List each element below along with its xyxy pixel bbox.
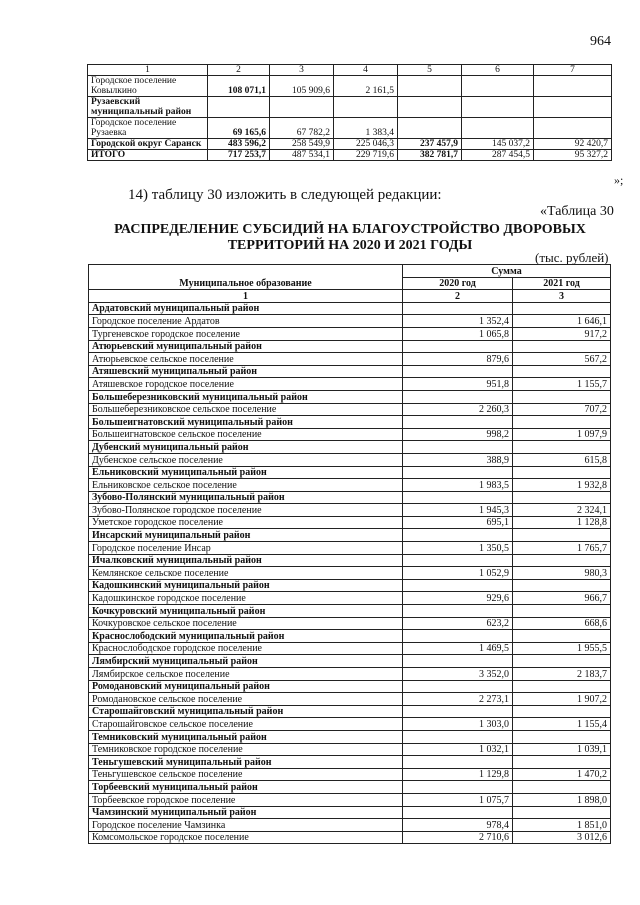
value-2021: 1 097,9: [513, 428, 611, 441]
row-name: Рузаевский муниципальный район: [88, 97, 208, 118]
settlement-row: [89, 668, 611, 681]
value-2020: 1 075,7: [403, 793, 513, 806]
value-cell: [462, 76, 534, 97]
value-2020: [403, 416, 513, 429]
settlement-row: [89, 793, 611, 806]
municipality-name: Тургеневское городское поселение: [89, 327, 403, 340]
municipality-name: Атяшевский муниципальный район: [89, 365, 403, 378]
value-2020: 929,6: [403, 592, 513, 605]
value-2021: [513, 680, 611, 693]
municipality-name: Зубово-Полянский муниципальный район: [89, 491, 403, 504]
settlement-row: [89, 353, 611, 366]
table-row: [88, 118, 612, 139]
row-name: Городское поселение Рузаевка: [88, 118, 208, 139]
district-row: [89, 466, 611, 479]
subsidy-table: [88, 264, 611, 844]
value-2020: 1 945,3: [403, 504, 513, 517]
col-number-2: 2: [403, 290, 513, 303]
header-cell: 6: [462, 65, 534, 76]
municipality-name: Ромодановский муниципальный район: [89, 680, 403, 693]
district-row: [89, 365, 611, 378]
municipality-name: Лямбирский муниципальный район: [89, 655, 403, 668]
value-2020: 1 032,1: [403, 743, 513, 756]
value-cell: [270, 97, 334, 118]
value-2021: 1 765,7: [513, 542, 611, 555]
value-cell: 258 549,9: [270, 139, 334, 150]
value-2020: 695,1: [403, 516, 513, 529]
row-name: Городской округ Саранск: [88, 139, 208, 150]
value-cell: 287 454,5: [462, 150, 534, 161]
municipality-name: Кочкуровское сельское поселение: [89, 617, 403, 630]
municipality-name: Городское поселение Ардатов: [89, 315, 403, 328]
value-2020: [403, 630, 513, 643]
value-cell: 92 420,7: [534, 139, 612, 150]
value-2021: [513, 529, 611, 542]
district-row: [89, 705, 611, 718]
settlement-row: [89, 592, 611, 605]
settlement-row: [89, 642, 611, 655]
value-cell: 229 719,6: [334, 150, 398, 161]
value-2020: 978,4: [403, 819, 513, 832]
closing-quote: »;: [614, 173, 624, 187]
settlement-row: [89, 768, 611, 781]
value-2021: 1 932,8: [513, 479, 611, 492]
value-2020: 1 065,8: [403, 327, 513, 340]
value-cell: [398, 118, 462, 139]
municipality-name: Ельниковский муниципальный район: [89, 466, 403, 479]
value-2021: 1 470,2: [513, 768, 611, 781]
value-cell: [534, 76, 612, 97]
value-2020: 1 350,5: [403, 542, 513, 555]
header-cell: 4: [334, 65, 398, 76]
settlement-row: [89, 617, 611, 630]
district-row: [89, 655, 611, 668]
settlement-row: [89, 819, 611, 832]
value-cell: 225 046,3: [334, 139, 398, 150]
value-2021: 1 955,5: [513, 642, 611, 655]
value-cell: [398, 97, 462, 118]
district-row: [89, 579, 611, 592]
settlement-row: [89, 504, 611, 517]
value-2021: 1 155,4: [513, 718, 611, 731]
value-2020: [403, 390, 513, 403]
value-2020: [403, 302, 513, 315]
row-name: ИТОГО: [88, 150, 208, 161]
value-cell: 487 534,1: [270, 150, 334, 161]
value-cell: 717 253,7: [208, 150, 270, 161]
value-2020: 2 710,6: [403, 831, 513, 844]
settlement-row: [89, 479, 611, 492]
municipality-name: Большеигнатовский муниципальный район: [89, 416, 403, 429]
value-2021: [513, 554, 611, 567]
value-2020: 951,8: [403, 378, 513, 391]
value-2021: [513, 491, 611, 504]
value-2021: 917,2: [513, 327, 611, 340]
table-row: [88, 76, 612, 97]
value-2020: 2 260,3: [403, 403, 513, 416]
district-row: [89, 491, 611, 504]
municipality-name: Ельниковское сельское поселение: [89, 479, 403, 492]
municipality-name: Инсарский муниципальный район: [89, 529, 403, 542]
district-row: [89, 554, 611, 567]
municipality-name: Ичалковский муниципальный район: [89, 554, 403, 567]
settlement-row: [89, 378, 611, 391]
col-number-3: 3: [513, 290, 611, 303]
value-2020: [403, 466, 513, 479]
col-header-2020: 2020 год: [403, 277, 513, 290]
district-row: [89, 529, 611, 542]
table-number-label: «Таблица 30: [540, 204, 614, 219]
value-cell: 69 165,6: [208, 118, 270, 139]
municipality-name: Теньгушевское сельское поселение: [89, 768, 403, 781]
col-number-1: 1: [89, 290, 403, 303]
value-2021: 3 012,6: [513, 831, 611, 844]
value-2020: 1 052,9: [403, 567, 513, 580]
value-cell: 382 781,7: [398, 150, 462, 161]
value-2021: [513, 365, 611, 378]
municipality-name: Чамзинский муниципальный район: [89, 806, 403, 819]
table-heading: РАСПРЕДЕЛЕНИЕ СУБСИДИЙ НА БЛАГОУСТРОЙСТВО ДВОРОВЫХ ТЕРРИТОРИЙ НА 2020 И 2021 ГОДЫ: [114, 222, 586, 253]
value-2020: 998,2: [403, 428, 513, 441]
municipality-name: Темниковский муниципальный район: [89, 730, 403, 743]
municipality-name: Комсомольское городское поселение: [89, 831, 403, 844]
settlement-row: [89, 743, 611, 756]
municipality-name: Старошайговский муниципальный район: [89, 705, 403, 718]
value-2020: [403, 579, 513, 592]
district-row: [89, 756, 611, 769]
value-2021: [513, 605, 611, 618]
continued-table: [87, 64, 612, 161]
value-cell: [534, 118, 612, 139]
value-2020: [403, 441, 513, 454]
settlement-row: [89, 403, 611, 416]
col-header-municipality: Муниципальное образование: [89, 265, 403, 290]
value-2021: [513, 730, 611, 743]
district-row: [89, 390, 611, 403]
value-2021: 615,8: [513, 453, 611, 466]
value-2020: 1 303,0: [403, 718, 513, 731]
value-2020: [403, 781, 513, 794]
header-cell: 5: [398, 65, 462, 76]
municipality-name: Большеигнатовское сельское поселение: [89, 428, 403, 441]
municipality-name: Атюрьевский муниципальный район: [89, 340, 403, 353]
value-2021: 980,3: [513, 567, 611, 580]
value-2020: [403, 340, 513, 353]
settlement-row: [89, 542, 611, 555]
value-cell: 483 596,2: [208, 139, 270, 150]
page-number: 964: [590, 34, 611, 49]
row-name: Городское поселение Ковылкино: [88, 76, 208, 97]
value-cell: 95 327,2: [534, 150, 612, 161]
value-2021: [513, 579, 611, 592]
settlement-row: [89, 453, 611, 466]
value-cell: [208, 97, 270, 118]
value-2020: 2 273,1: [403, 693, 513, 706]
municipality-name: Кадошкинское городское поселение: [89, 592, 403, 605]
value-2020: 1 352,4: [403, 315, 513, 328]
header-cell: 7: [534, 65, 612, 76]
value-cell: 2 161,5: [334, 76, 398, 97]
value-cell: 145 037,2: [462, 139, 534, 150]
municipality-name: Торбеевское городское поселение: [89, 793, 403, 806]
municipality-name: Торбеевский муниципальный район: [89, 781, 403, 794]
district-row: [89, 730, 611, 743]
municipality-name: Краснослободское городское поселение: [89, 642, 403, 655]
value-cell: 108 071,1: [208, 76, 270, 97]
value-cell: [398, 76, 462, 97]
municipality-name: Ромодановское сельское поселение: [89, 693, 403, 706]
municipality-name: Теньгушевский муниципальный район: [89, 756, 403, 769]
value-2021: 567,2: [513, 353, 611, 366]
district-row: [89, 605, 611, 618]
municipality-name: Большеберезниковское сельское поселение: [89, 403, 403, 416]
unit-label: (тыс. рублей): [535, 250, 609, 265]
value-2021: [513, 705, 611, 718]
value-2021: 966,7: [513, 592, 611, 605]
value-2021: 1 128,8: [513, 516, 611, 529]
value-cell: 1 383,4: [334, 118, 398, 139]
value-2021: 1 907,2: [513, 693, 611, 706]
municipality-name: Дубенский муниципальный район: [89, 441, 403, 454]
municipality-name: Большеберезниковский муниципальный район: [89, 390, 403, 403]
municipality-name: Лямбирское сельское поселение: [89, 668, 403, 681]
value-cell: [534, 97, 612, 118]
district-row: [89, 680, 611, 693]
value-2020: [403, 605, 513, 618]
municipality-name: Зубово-Полянское городское поселение: [89, 504, 403, 517]
value-2020: [403, 680, 513, 693]
district-row: [89, 781, 611, 794]
value-2021: [513, 756, 611, 769]
value-2021: [513, 302, 611, 315]
municipality-name: Краснослободский муниципальный район: [89, 630, 403, 643]
value-cell: [334, 97, 398, 118]
municipality-name: Атюрьевское сельское поселение: [89, 353, 403, 366]
value-cell: 67 782,2: [270, 118, 334, 139]
settlement-row: [89, 831, 611, 844]
value-2021: 1 646,1: [513, 315, 611, 328]
value-2021: 668,6: [513, 617, 611, 630]
municipality-name: Уметское городское поселение: [89, 516, 403, 529]
value-2021: [513, 630, 611, 643]
table-row: [88, 139, 612, 150]
value-cell: [462, 97, 534, 118]
value-2021: 2 183,7: [513, 668, 611, 681]
district-row: [89, 416, 611, 429]
municipality-name: Атяшевское городское поселение: [89, 378, 403, 391]
value-2020: [403, 655, 513, 668]
value-2020: [403, 529, 513, 542]
value-2020: 623,2: [403, 617, 513, 630]
value-2021: [513, 416, 611, 429]
value-2021: 1 155,7: [513, 378, 611, 391]
edit-instruction: 14) таблицу 30 изложить в следующей редакции:: [128, 187, 442, 203]
value-2020: [403, 554, 513, 567]
table-row: [88, 150, 612, 161]
value-2020: [403, 730, 513, 743]
value-2021: [513, 340, 611, 353]
value-2020: [403, 806, 513, 819]
settlement-row: [89, 428, 611, 441]
district-row: [89, 441, 611, 454]
value-2021: [513, 655, 611, 668]
district-row: [89, 630, 611, 643]
municipality-name: Кадошкинский муниципальный район: [89, 579, 403, 592]
municipality-name: Темниковское городское поселение: [89, 743, 403, 756]
municipality-name: Городское поселение Чамзинка: [89, 819, 403, 832]
settlement-row: [89, 327, 611, 340]
value-cell: 237 457,9: [398, 139, 462, 150]
municipality-name: Дубенское сельское поселение: [89, 453, 403, 466]
value-2021: 2 324,1: [513, 504, 611, 517]
table-header-row: [88, 65, 612, 76]
value-2020: 879,6: [403, 353, 513, 366]
value-2021: [513, 441, 611, 454]
district-row: [89, 340, 611, 353]
municipality-name: Старошайговское сельское поселение: [89, 718, 403, 731]
settlement-row: [89, 718, 611, 731]
value-2020: 388,9: [403, 453, 513, 466]
value-2020: 1 129,8: [403, 768, 513, 781]
district-row: [89, 806, 611, 819]
value-2020: [403, 705, 513, 718]
value-2021: 1 898,0: [513, 793, 611, 806]
value-2021: [513, 806, 611, 819]
district-row: [89, 302, 611, 315]
value-2021: [513, 390, 611, 403]
value-2021: 1 851,0: [513, 819, 611, 832]
value-2020: 3 352,0: [403, 668, 513, 681]
value-2021: 1 039,1: [513, 743, 611, 756]
municipality-name: Городское поселение Инсар: [89, 542, 403, 555]
value-2020: [403, 756, 513, 769]
value-2021: [513, 781, 611, 794]
col-header-2021: 2021 год: [513, 277, 611, 290]
value-2020: [403, 365, 513, 378]
header-cell: 2: [208, 65, 270, 76]
municipality-name: Ардатовский муниципальный район: [89, 302, 403, 315]
value-2020: 1 469,5: [403, 642, 513, 655]
value-2020: [403, 491, 513, 504]
header-cell: 3: [270, 65, 334, 76]
settlement-row: [89, 693, 611, 706]
value-2021: [513, 466, 611, 479]
value-2020: 1 983,5: [403, 479, 513, 492]
table-row: [88, 97, 612, 118]
municipality-name: Кочкуровский муниципальный район: [89, 605, 403, 618]
settlement-row: [89, 567, 611, 580]
value-cell: 105 909,6: [270, 76, 334, 97]
settlement-row: [89, 516, 611, 529]
settlement-row: [89, 315, 611, 328]
col-header-sum: Сумма: [403, 265, 611, 278]
value-cell: [462, 118, 534, 139]
header-cell: 1: [88, 65, 208, 76]
municipality-name: Кемлянское сельское поселение: [89, 567, 403, 580]
value-2021: 707,2: [513, 403, 611, 416]
